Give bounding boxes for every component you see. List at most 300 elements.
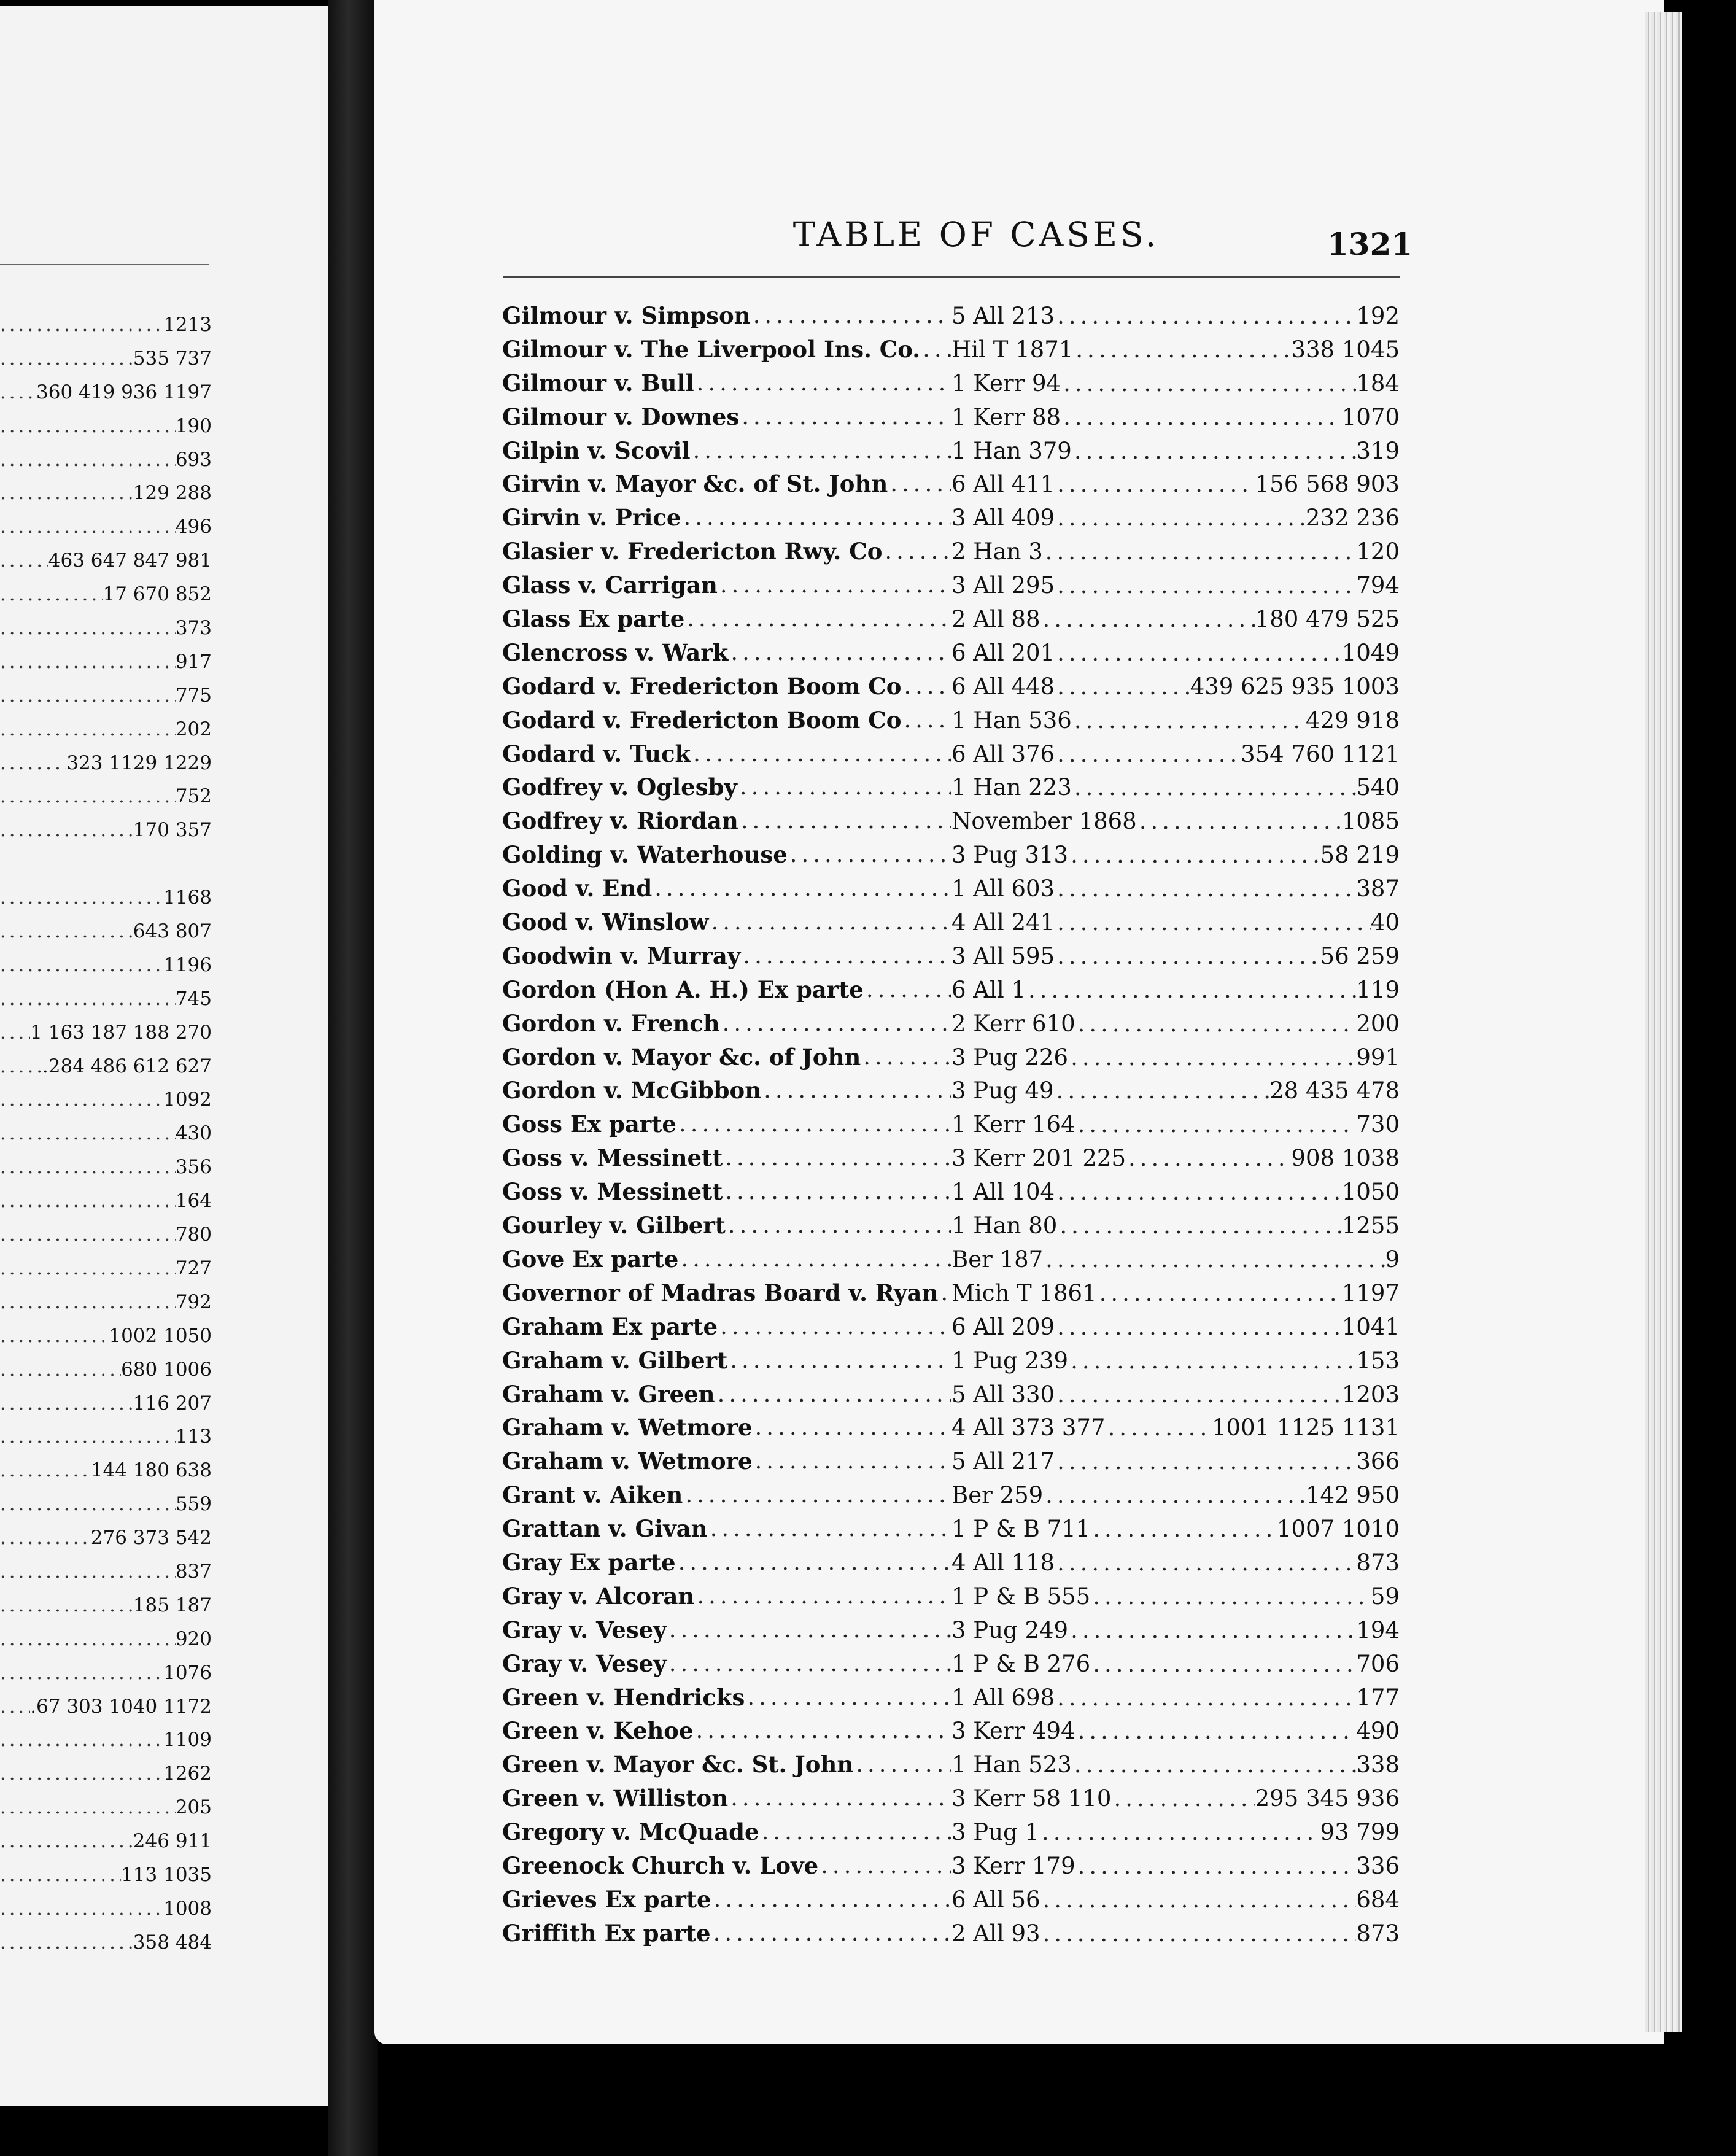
leader-dots — [1111, 1782, 1255, 1815]
case-pages: 873 — [1356, 1549, 1400, 1576]
case-name: Goodwin v. Murray — [502, 942, 741, 969]
leader-dots — [0, 1117, 176, 1150]
leader-dots — [901, 704, 951, 737]
case-pages: 354 760 1121 — [1241, 740, 1400, 767]
leader-dots — [753, 1411, 951, 1444]
leader-dots — [0, 1420, 176, 1454]
case-name: Graham Ex parte — [502, 1313, 718, 1340]
left-ref-pages: 775 — [175, 684, 212, 707]
left-ref-row — [0, 443, 212, 477]
case-citation: 6 All 411 — [951, 471, 1055, 498]
leader-dots — [1055, 738, 1241, 771]
leader-dots — [1072, 435, 1357, 468]
leader-dots — [723, 1141, 951, 1175]
case-citation: 3 All 295 — [951, 572, 1055, 599]
leader-dots — [723, 1175, 951, 1209]
case-citation: Hil T 1871 — [951, 336, 1074, 363]
left-ref-row — [0, 1656, 212, 1690]
left-ref-row — [0, 510, 212, 544]
leader-dots — [1040, 1883, 1357, 1917]
left-ref-row — [0, 1926, 212, 1960]
case-row — [502, 1883, 1400, 1917]
leader-dots — [1057, 1209, 1342, 1243]
leader-dots — [745, 1681, 951, 1715]
leader-dots — [715, 1378, 951, 1411]
case-row — [502, 1580, 1400, 1613]
leader-dots — [753, 1444, 951, 1478]
left-ref-row — [0, 1690, 212, 1724]
left-ref-pages: 680 1006 — [121, 1358, 212, 1381]
leader-dots — [727, 1344, 951, 1378]
leader-dots — [818, 1849, 951, 1883]
case-citation: 1 Han 80 — [951, 1212, 1058, 1239]
case-row — [502, 872, 1400, 905]
case-row — [502, 1209, 1400, 1243]
case-pages: 684 — [1356, 1886, 1400, 1913]
case-row — [502, 1917, 1400, 1950]
leader-dots — [0, 1454, 91, 1487]
case-name: Graham v. Green — [502, 1380, 715, 1408]
leader-dots — [676, 1107, 951, 1141]
leader-dots — [0, 679, 176, 713]
case-name: Gordon (Hon A. H.) Ex parte — [502, 975, 864, 1003]
case-pages: 873 — [1356, 1920, 1400, 1947]
case-pages: 1085 — [1341, 808, 1400, 835]
case-citation: 3 Kerr 201 225 — [951, 1145, 1126, 1172]
case-citation: 2 All 93 — [951, 1920, 1040, 1947]
case-name: Green v. Williston — [502, 1785, 729, 1812]
case-row — [502, 366, 1400, 400]
case-row — [502, 1074, 1400, 1107]
left-ref-row — [0, 948, 212, 982]
case-pages: 387 — [1356, 875, 1400, 902]
case-name: Gray v. Vesey — [502, 1616, 667, 1643]
case-pages: 119 — [1356, 976, 1400, 1003]
case-pages: 40 — [1370, 909, 1400, 936]
leader-dots — [1075, 1108, 1357, 1141]
case-row — [502, 804, 1400, 838]
leader-dots — [1026, 974, 1356, 1007]
left-ref-pages: 643 807 — [133, 920, 212, 943]
leader-dots — [0, 948, 163, 982]
leader-dots — [751, 299, 951, 333]
left-ref-row — [0, 780, 212, 813]
case-row — [502, 1444, 1400, 1478]
left-ref-pages: 116 207 — [133, 1392, 212, 1414]
case-row — [502, 1546, 1400, 1580]
leader-dots — [761, 1074, 951, 1107]
case-row — [502, 1411, 1400, 1444]
case-name: Gilmour v. Simpson — [502, 302, 751, 329]
leader-dots — [683, 1478, 951, 1512]
case-citation: 2 Kerr 610 — [951, 1010, 1075, 1037]
leader-dots — [691, 737, 951, 771]
left-ref-row — [0, 1791, 212, 1824]
left-ref-row — [0, 1589, 212, 1623]
left-ref-row — [0, 1487, 212, 1521]
case-pages: 295 345 936 — [1255, 1785, 1400, 1812]
case-citation: 1 Han 536 — [951, 707, 1072, 734]
leader-dots — [0, 645, 176, 679]
left-ref-pages: 559 — [175, 1493, 212, 1516]
case-name: Governor of Madras Board v. Ryan — [502, 1279, 939, 1306]
leader-dots — [0, 1150, 176, 1184]
leader-dots — [1072, 704, 1306, 737]
case-pages: 336 — [1356, 1852, 1400, 1879]
left-ref-row — [0, 1824, 212, 1858]
case-pages: 28 435 478 — [1269, 1077, 1400, 1104]
left-ref-row — [0, 544, 212, 578]
left-ref-pages: .67 303 1040 1172 — [30, 1695, 212, 1718]
case-row — [502, 838, 1400, 872]
left-ref-row — [0, 1387, 212, 1421]
left-ref-pages: 202 — [175, 718, 212, 740]
leader-dots — [0, 1589, 133, 1623]
case-row — [502, 1714, 1400, 1748]
case-name: Godfrey v. Riordan — [502, 807, 738, 835]
leader-dots — [853, 1748, 951, 1782]
leader-dots — [0, 1050, 42, 1084]
leader-dots — [0, 510, 176, 544]
leader-dots — [0, 1723, 163, 1757]
case-citation: 1 Han 379 — [951, 437, 1072, 464]
leader-dots — [1105, 1411, 1212, 1444]
case-row — [502, 1007, 1400, 1041]
leader-dots — [738, 804, 951, 838]
case-citation: 6 All 1 — [951, 976, 1026, 1003]
case-name: Good v. End — [502, 875, 653, 902]
case-name: Glasier v. Fredericton Rwy. Co — [502, 538, 883, 565]
leader-dots — [740, 939, 951, 973]
leader-dots — [0, 1387, 133, 1421]
leader-dots — [0, 342, 133, 376]
leader-dots — [0, 376, 36, 409]
leader-dots — [718, 568, 951, 602]
case-citation: Mich T 1861 — [951, 1279, 1097, 1306]
leader-dots — [1055, 1445, 1356, 1478]
leader-dots — [788, 838, 951, 872]
case-name: Green v. Mayor &c. St. John — [502, 1751, 854, 1778]
leader-dots — [1055, 940, 1320, 973]
left-ref-pages: 246 911 — [133, 1830, 212, 1853]
case-pages: 177 — [1356, 1684, 1400, 1711]
case-name: Glass v. Carrigan — [502, 572, 718, 599]
case-row — [502, 939, 1400, 973]
left-ref-pages: 1196 — [163, 953, 212, 976]
leader-dots — [1039, 1816, 1320, 1849]
case-row — [502, 1276, 1400, 1310]
leader-dots — [0, 1757, 163, 1791]
leader-dots — [0, 1824, 133, 1858]
left-ref-pages: 356 — [175, 1156, 212, 1179]
case-pages: 439 625 935 1003 — [1190, 673, 1400, 700]
case-row — [502, 568, 1400, 602]
case-pages: 338 1045 — [1291, 336, 1400, 363]
left-ref-pages: 780 — [175, 1223, 212, 1246]
leader-dots — [1090, 1513, 1277, 1546]
case-name: Grattan v. Givan — [502, 1515, 708, 1543]
case-citation: 1 P & B 711 — [951, 1516, 1091, 1543]
leader-dots — [0, 1690, 30, 1724]
leader-dots — [1068, 839, 1320, 872]
header-rule — [503, 276, 1400, 278]
left-ref-pages: 129 288 — [133, 482, 212, 505]
left-ref-row — [0, 1420, 212, 1454]
case-row — [502, 1647, 1400, 1681]
case-name: Good v. Winslow — [502, 909, 709, 936]
leader-dots — [1090, 1580, 1371, 1613]
case-pages: 58 219 — [1320, 842, 1400, 869]
case-citation: 1 Kerr 94 — [951, 370, 1061, 397]
leader-dots — [0, 915, 133, 948]
left-ref-row — [0, 1723, 212, 1757]
left-ref-row — [0, 982, 212, 1016]
leader-dots — [1055, 1311, 1342, 1344]
leader-dots — [882, 535, 951, 568]
page-title: TABLE OF CASES. — [792, 215, 1160, 254]
left-ref-pages: 792 — [175, 1290, 212, 1313]
left-ref-row — [0, 1757, 212, 1791]
leader-dots — [0, 1555, 176, 1589]
leader-dots — [920, 333, 951, 366]
case-pages: 142 950 — [1305, 1482, 1400, 1509]
leader-dots — [0, 713, 176, 746]
left-ref-row — [0, 847, 212, 881]
book-gutter — [328, 0, 378, 2156]
case-pages: 184 — [1356, 370, 1400, 397]
case-row — [502, 1243, 1400, 1276]
left-ref-pages: 113 — [175, 1425, 212, 1448]
case-row — [502, 501, 1400, 535]
case-name: Graham v. Gilbert — [502, 1346, 728, 1374]
leader-dots — [0, 1016, 30, 1050]
case-pages: 1197 — [1341, 1279, 1400, 1306]
leader-dots — [0, 1521, 91, 1555]
left-ref-pages: 496 — [175, 516, 212, 538]
left-ref-pages: 1076 — [163, 1661, 212, 1684]
leader-dots — [0, 746, 66, 780]
case-pages: 540 — [1356, 774, 1400, 801]
case-name: Golding v. Waterhouse — [502, 841, 788, 869]
case-row — [502, 905, 1400, 939]
left-ref-row — [0, 1184, 212, 1218]
case-name: Gordon v. Mayor &c. of John — [502, 1043, 861, 1071]
leader-dots — [708, 1512, 951, 1546]
leader-dots — [667, 1647, 951, 1681]
leader-dots — [938, 1276, 951, 1310]
left-ref-row — [0, 1050, 212, 1084]
leader-dots — [694, 1714, 951, 1748]
case-name: Godfrey v. Oglesby — [502, 774, 737, 801]
left-ref-pages: 1213 — [163, 314, 212, 336]
leader-dots — [0, 578, 103, 611]
case-row — [502, 1175, 1400, 1209]
leader-dots — [1061, 367, 1356, 400]
leader-dots — [1055, 637, 1342, 670]
left-page-references — [0, 308, 212, 1960]
case-row — [502, 1681, 1400, 1715]
leader-dots — [1097, 1277, 1342, 1310]
leader-dots — [0, 544, 48, 578]
left-ref-pages: 535 737 — [133, 347, 212, 370]
left-ref-row — [0, 1319, 212, 1353]
leader-dots — [667, 1613, 951, 1647]
case-citation: 5 All 330 — [951, 1381, 1055, 1408]
left-ref-row — [0, 1555, 212, 1589]
left-ref-pages: 920 — [175, 1627, 212, 1650]
leader-dots — [652, 872, 951, 905]
case-row — [502, 1748, 1400, 1782]
case-name: Graham v. Wetmore — [502, 1414, 753, 1441]
leader-dots — [720, 1007, 951, 1041]
left-ref-pages: 693 — [175, 448, 212, 471]
case-name: Glencross v. Wark — [502, 638, 729, 666]
case-pages: 1041 — [1341, 1313, 1400, 1340]
case-row — [502, 1512, 1400, 1546]
left-ref-pages: 360 419 936 1197 — [36, 381, 212, 403]
leader-dots — [0, 1487, 176, 1521]
case-citation: 3 Kerr 179 — [951, 1852, 1075, 1879]
case-name: Gordon v. McGibbon — [502, 1077, 762, 1104]
case-row — [502, 1613, 1400, 1647]
leader-dots — [728, 636, 951, 670]
case-name: Gilpin v. Scovil — [502, 436, 691, 464]
left-ref-row — [0, 308, 212, 342]
left-ref-row — [0, 1892, 212, 1926]
leader-dots — [0, 1656, 163, 1690]
case-name: Girvin v. Mayor &c. of St. John — [502, 470, 888, 498]
case-name: Grant v. Aiken — [502, 1481, 683, 1509]
left-ref-row — [0, 1858, 212, 1892]
case-row — [502, 737, 1400, 771]
left-ref-pages: 837 — [175, 1560, 212, 1583]
left-ref-row — [0, 1454, 212, 1487]
leader-dots — [0, 1083, 163, 1117]
case-citation: 3 Kerr 494 — [951, 1718, 1075, 1745]
leader-dots — [0, 780, 176, 813]
left-ref-pages: 1008 — [163, 1897, 212, 1920]
case-citation: 6 All 376 — [951, 740, 1055, 767]
case-citation: 1 Han 223 — [951, 774, 1072, 801]
case-row — [502, 770, 1400, 804]
leader-dots — [711, 1883, 951, 1917]
left-ref-pages: 144 180 638 — [90, 1459, 212, 1482]
left-ref-row — [0, 1521, 212, 1555]
leader-dots — [0, 1319, 109, 1353]
case-citation: 3 Pug 249 — [951, 1616, 1069, 1643]
leader-dots — [901, 670, 951, 704]
leader-dots — [1055, 906, 1371, 939]
left-ref-row — [0, 376, 212, 409]
case-citation: Ber 187 — [951, 1246, 1044, 1273]
leader-dots — [0, 1623, 176, 1656]
case-pages: 56 259 — [1320, 942, 1400, 969]
case-pages: 200 — [1356, 1010, 1400, 1037]
case-name: Gourley v. Gilbert — [502, 1212, 726, 1239]
leader-dots — [864, 973, 951, 1007]
case-name: Goss Ex parte — [502, 1111, 676, 1138]
leader-dots — [1068, 1614, 1356, 1647]
case-pages: 156 568 903 — [1255, 471, 1400, 498]
case-pages: 180 479 525 — [1255, 606, 1400, 633]
leader-dots — [0, 1252, 176, 1285]
case-citation: 1 P & B 555 — [951, 1583, 1091, 1610]
left-ref-pages: 1 163 187 188 270 — [30, 1021, 212, 1044]
leader-dots — [676, 1546, 951, 1580]
case-citation: 3 Pug 1 — [951, 1819, 1040, 1846]
case-row — [502, 400, 1400, 434]
leader-dots — [0, 308, 163, 342]
case-pages: 192 — [1356, 303, 1400, 329]
case-citation: 3 Pug 313 — [951, 842, 1069, 869]
case-pages: 232 236 — [1305, 505, 1400, 532]
leader-dots — [1055, 569, 1356, 602]
leader-dots — [1075, 1007, 1357, 1041]
case-name: Girvin v. Price — [502, 504, 681, 532]
case-name: Gilmour v. Downes — [502, 403, 740, 430]
left-ref-row — [0, 915, 212, 948]
case-name: Gilmour v. The Liverpool Ins. Co. — [502, 335, 921, 363]
case-citation: 5 All 217 — [951, 1448, 1055, 1475]
case-row — [502, 467, 1400, 501]
case-row — [502, 973, 1400, 1007]
case-row — [502, 1107, 1400, 1141]
leader-dots — [1061, 401, 1342, 434]
case-pages: 120 — [1356, 538, 1400, 565]
case-name: Gray v. Alcoran — [502, 1582, 695, 1610]
left-ref-pages: 1092 — [163, 1088, 212, 1111]
case-row — [502, 1849, 1400, 1883]
leader-dots — [1054, 1074, 1270, 1107]
case-citation: 6 All 56 — [951, 1886, 1040, 1913]
leader-dots — [1043, 1479, 1306, 1512]
left-ref-pages: 463 647 847 981 — [48, 549, 212, 572]
leader-dots — [888, 467, 951, 501]
case-name: Gregory v. McQuade — [502, 1818, 759, 1846]
leader-dots — [1075, 1850, 1357, 1883]
case-row — [502, 636, 1400, 670]
leader-dots — [1068, 1344, 1356, 1378]
case-pages: 1070 — [1341, 403, 1400, 430]
left-ref-row — [0, 679, 212, 713]
left-ref-pages: 1168 — [163, 886, 212, 909]
leader-dots — [0, 1858, 121, 1892]
case-name: Griffith Ex parte — [502, 1919, 711, 1947]
case-citation: 2 Han 3 — [951, 538, 1043, 565]
case-citation: 4 All 118 — [951, 1549, 1055, 1576]
case-name: Grieves Ex parte — [502, 1885, 711, 1913]
case-name: Graham v. Wetmore — [502, 1448, 753, 1475]
leader-dots — [726, 1209, 951, 1243]
left-ref-pages: 358 484 — [133, 1931, 212, 1953]
case-pages: 1050 — [1341, 1179, 1400, 1206]
leader-dots — [1043, 1243, 1385, 1276]
case-pages: 1007 1010 — [1276, 1516, 1400, 1543]
left-ref-pages: 170 357 — [133, 819, 212, 842]
case-name: Gove Ex parte — [502, 1245, 679, 1273]
leader-dots — [1055, 1681, 1356, 1715]
case-citation: 5 All 213 — [951, 303, 1055, 329]
case-pages: 1001 1125 1131 — [1211, 1414, 1400, 1441]
left-header-rule — [0, 264, 209, 265]
case-name: Green v. Hendricks — [502, 1683, 745, 1711]
case-name: Gordon v. French — [502, 1009, 720, 1037]
leader-dots — [0, 1926, 133, 1960]
case-citation: November 1868 — [951, 808, 1137, 835]
leader-dots — [0, 1184, 176, 1218]
case-citation: 3 All 595 — [951, 942, 1055, 969]
left-ref-row — [0, 1016, 212, 1050]
